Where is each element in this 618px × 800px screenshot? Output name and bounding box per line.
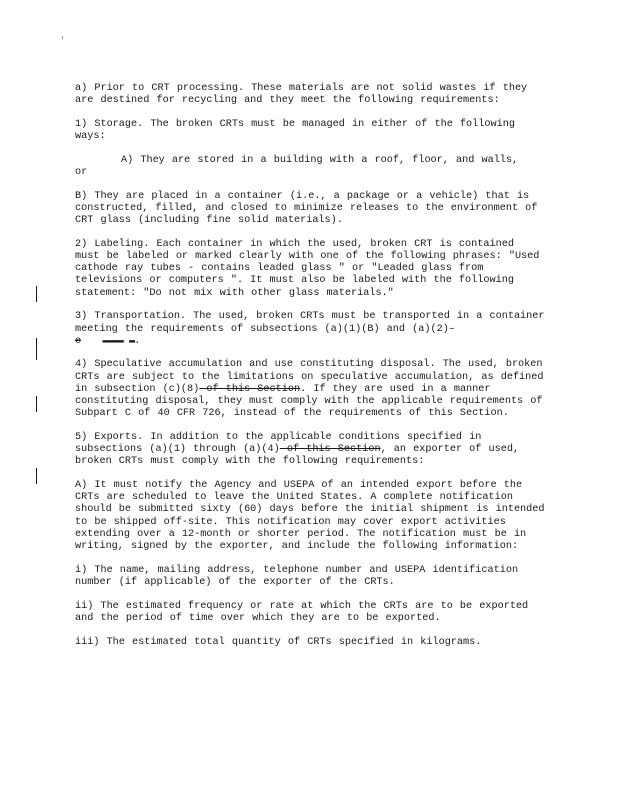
- strikethrough-3: e: [75, 335, 82, 347]
- page-corner-mark: [62, 36, 63, 39]
- paragraph-exports: [75, 432, 545, 469]
- strikethrough-4: of this Section: [199, 383, 301, 395]
- paragraph-speculative: [75, 359, 545, 420]
- scribble-mark: ▬▬▬▬ ▬.: [102, 335, 140, 347]
- paragraph-exports-a: A) It must notify the Agency and USEPA of an intended export before the CRTs are scheduled to leave the United States. A complete notification should be submitted sixty (60) days before the initial shipment is intended to be shipped off-site. This notification may cover export activities extending over a 12-month or shorter period. The notification must be in writing, signed by the exporter, and include the following information:: [75, 480, 545, 553]
- change-bar-labeling: [36, 286, 37, 302]
- paragraph-labeling: 2) Labeling. Each container in which the used, broken CRT is contained must be labeled or marked clearly with one of the following phrases: "Used cathode ray tubes - contains leaded glass " or "Leaded glass from televisions or computers ". It must also be labeled with the following statement: "Do not mix with other glass materials.": [75, 238, 540, 299]
- paragraph-exports-i: i) The name, mailing address, telephone number and USEPA identification number (if applicable) of the exporter of the CRTs.: [75, 564, 519, 588]
- paragraph-storage-a: A) They are stored in a building with a roof, floor, and walls,: [121, 154, 519, 166]
- change-bar-exports: [36, 468, 37, 484]
- change-bar-transportation: [36, 338, 37, 360]
- paragraph-storage: 1) Storage. The broken CRTs must be managed in either of the following ways:: [75, 118, 515, 143]
- paragraph-a: a) Prior to CRT processing. These materials are not solid wastes if they are destined for recycling and they meet the following requirements:: [75, 83, 528, 107]
- exports-text-2: , an exporter of used, broken CRTs must comply with the following requirements:: [75, 444, 520, 468]
- document-body: [75, 83, 545, 660]
- paragraph-exports-iii: iii) The estimated total quantity of CRTs specified in kilograms.: [75, 636, 482, 648]
- change-bar-speculative: [36, 396, 37, 412]
- paragraph-storage-b: B) They are placed in a container (i.e., a package or a vehicle) that is constructed, filled, and closed to minimize releases to the environment of CRT glass (including fine solid materials).: [75, 190, 538, 227]
- paragraph-storage-or: or: [75, 167, 88, 179]
- paragraph-transportation: [75, 311, 545, 348]
- speculative-text-1: 4) Speculative accumulation and use constituting disposal. The used, broken CRTs are subject to the limitations on speculative accumulation, as defined in subsection (c)(8): [75, 359, 544, 395]
- strikethrough-5: of this Section: [279, 444, 381, 456]
- exports-text-1: 5) Exports. In addition to the applicable conditions specified in subsections (a)(1) through (a)(4): [75, 431, 482, 456]
- paragraph-exports-ii: ii) The estimated frequency or rate at which the CRTs are to be exported and the period of time over which they are to be exported.: [75, 600, 529, 624]
- transportation-text: 3) Transportation. The used, broken CRTs must be transported in a container meeting the requirements of subsections (a)(1)(B) and (a)(2)–: [75, 311, 545, 335]
- speculative-text-2: . If they are used in a manner constituting disposal, they must comply with the applicable requirements of Subpart C of 40 CFR 726, instead of the requirements of this Section.: [75, 383, 543, 420]
